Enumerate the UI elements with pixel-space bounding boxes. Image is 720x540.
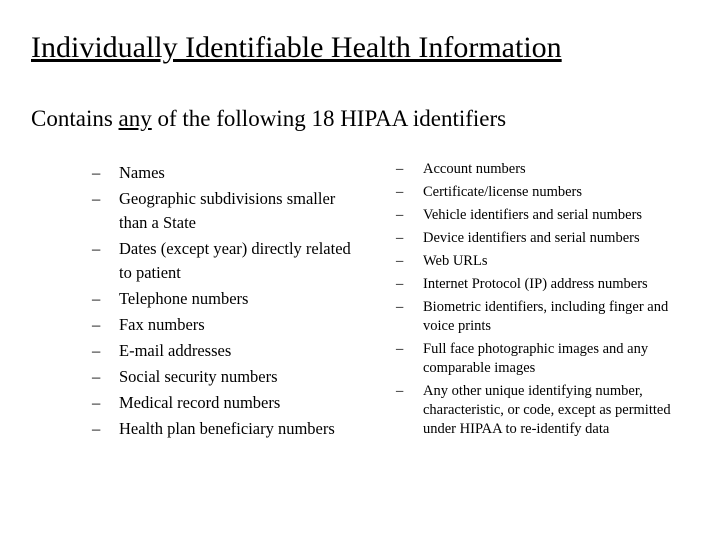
list-item <box>92 417 362 441</box>
list-item-text: Health plan beneficiary numbers <box>119 419 335 438</box>
dash-bullet: – <box>396 276 404 292</box>
list-item-text: Account numbers <box>423 161 526 177</box>
list-item <box>92 391 362 415</box>
dash-bullet: – <box>92 419 101 438</box>
dash-bullet: – <box>396 341 404 357</box>
list-item <box>396 229 696 248</box>
list-item-text: Biometric identifiers, including finger and voice prints <box>423 299 669 334</box>
list-item-text: E-mail addresses <box>119 341 232 360</box>
list-item-text: Device identifiers and serial numbers <box>423 230 640 246</box>
dash-bullet: – <box>92 341 101 360</box>
dash-bullet: – <box>396 299 404 315</box>
slide-subtitle <box>31 104 506 134</box>
dash-bullet: – <box>92 289 101 308</box>
dash-bullet: – <box>396 230 404 246</box>
list-item-text: Geographic subdivisions smaller than a State <box>119 189 336 232</box>
list-item <box>92 237 362 285</box>
list-item-text: Certificate/license numbers <box>423 184 583 200</box>
subtitle-emphasis: any <box>118 106 152 131</box>
list-item-text: Full face photographic images and any comparable images <box>423 341 649 376</box>
list-item <box>396 340 696 378</box>
list-item-text: Internet Protocol (IP) address numbers <box>423 276 648 292</box>
list-item-text: Names <box>119 163 165 182</box>
list-item <box>92 161 362 185</box>
list-item <box>396 298 696 336</box>
list-item <box>396 183 696 202</box>
list-item <box>396 206 696 225</box>
list-item-text: Medical record numbers <box>119 393 281 412</box>
list-item-text: Social security numbers <box>119 367 278 386</box>
list-item-text: Fax numbers <box>119 315 205 334</box>
dash-bullet: – <box>396 161 404 177</box>
list-item <box>92 187 362 235</box>
dash-bullet: – <box>92 367 101 386</box>
list-item <box>92 339 362 363</box>
list-item-text: Dates (except year) directly related to patient <box>119 239 351 282</box>
dash-bullet: – <box>92 393 101 412</box>
list-item <box>92 365 362 389</box>
dash-bullet: – <box>92 189 101 208</box>
dash-bullet: – <box>396 383 404 399</box>
list-item-text: Vehicle identifiers and serial numbers <box>423 207 643 223</box>
list-item <box>396 252 696 271</box>
list-item <box>92 287 362 311</box>
dash-bullet: – <box>396 184 404 200</box>
list-item <box>396 275 696 294</box>
list-item <box>396 382 696 439</box>
dash-bullet: – <box>396 253 404 269</box>
list-item <box>396 160 696 179</box>
list-item <box>92 313 362 337</box>
subtitle-before: Contains <box>31 106 119 131</box>
list-item-text: Web URLs <box>423 253 488 269</box>
dash-bullet: – <box>92 239 101 258</box>
subtitle-after: of the following 18 HIPAA identifiers <box>151 106 507 131</box>
list-item-text: Telephone numbers <box>119 289 249 308</box>
slide-title: Individually Identifiable Health Information <box>31 31 562 64</box>
dash-bullet: – <box>92 163 101 182</box>
identifier-list-left <box>92 161 362 443</box>
dash-bullet: – <box>396 207 404 223</box>
identifier-list-right <box>396 160 696 443</box>
dash-bullet: – <box>92 315 101 334</box>
list-item-text: Any other unique identifying number, characteristic, or code, except as permitted under HIPAA to re-identify data <box>423 383 671 437</box>
